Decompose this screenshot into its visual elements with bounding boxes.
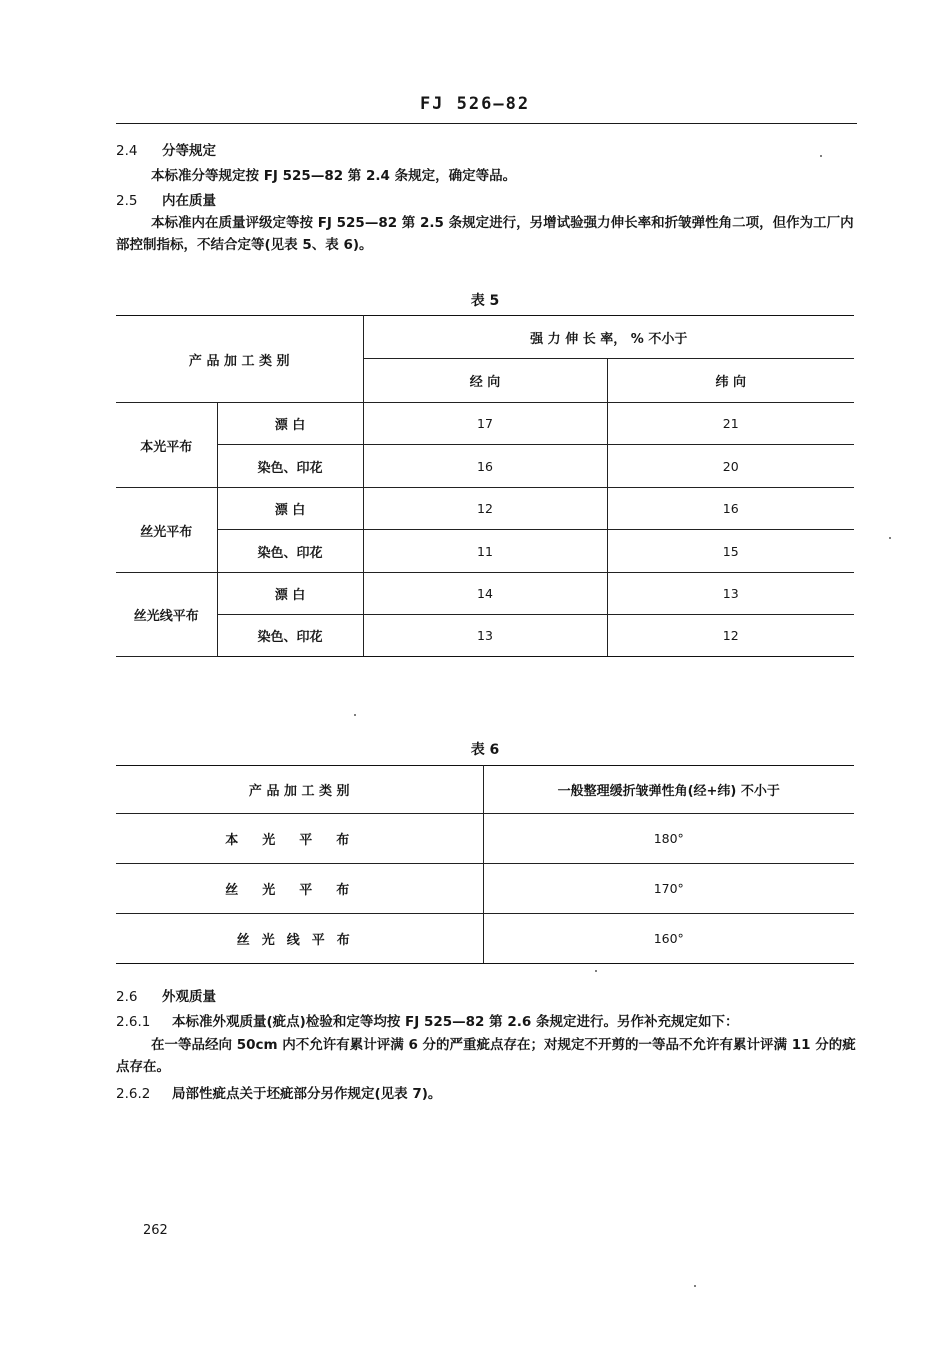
page-number: 262	[143, 1223, 168, 1238]
table-5-weft-cell: 13	[607, 573, 854, 615]
table-5-warp-cell: 16	[363, 445, 607, 488]
table-5	[116, 315, 854, 657]
table-5-weft-cell: 21	[607, 403, 854, 445]
table-5-group-header: 强 力 伸 长 率， % 不小于	[363, 316, 854, 359]
table-6-value-cell: 160°	[483, 914, 854, 964]
table-6-value-cell: 170°	[483, 864, 854, 914]
table-5-warp-cell: 14	[363, 573, 607, 615]
table-5-weft-cell: 20	[607, 445, 854, 488]
table-5-product-cell: 丝光线平布	[116, 573, 217, 657]
table-6-caption: 表 6	[470, 742, 500, 758]
table-5-product-cell: 丝光平布	[116, 488, 217, 573]
table-5-caption: 表 5	[470, 293, 500, 309]
section-2-6-heading	[116, 985, 216, 1005]
table-5-weft-cell: 15	[607, 530, 854, 573]
table-5-warp-header: 经 向	[363, 359, 607, 403]
table-6-product-cell: 丝光平布	[116, 864, 483, 914]
section-number: 2.6.1	[116, 1014, 151, 1030]
table-6-category-header: 产 品 加 工 类 别	[116, 766, 483, 814]
table-6	[116, 765, 854, 964]
section-2-6-2	[116, 1082, 441, 1102]
table-6-value-header: 一般整理缓折皱弹性角(经+纬) 不小于	[483, 766, 854, 814]
section-number: 2.5	[116, 193, 138, 209]
table-6-value-cell: 180°	[483, 814, 854, 864]
scan-speck	[889, 537, 891, 539]
section-title: 分等规定	[162, 143, 216, 159]
table-5-category-header: 产 品 加 工 类 别	[116, 316, 363, 403]
table-5-warp-cell: 11	[363, 530, 607, 573]
table-5-product-cell: 本光平布	[116, 403, 217, 488]
table-6-product-cell: 丝光线平布	[116, 914, 483, 964]
section-number: 2.4	[116, 143, 138, 159]
section-2-6-1-paragraph: 在一等品经向 50cm 内不允许有累计评满 6 分的严重疵点存在；对规定不开剪的一等品不允许有累计评满 11 分的疵点存在。	[116, 1037, 856, 1075]
section-number: 2.6.2	[116, 1086, 151, 1102]
table-6-product-cell: 本光平布	[116, 814, 483, 864]
table-5-process-cell: 漂 白	[217, 488, 363, 530]
table-5-process-cell: 漂 白	[217, 573, 363, 615]
table-5-warp-cell: 12	[363, 488, 607, 530]
standard-code-header: FJ 526—82	[419, 94, 531, 114]
section-2-6-1	[116, 1010, 738, 1030]
section-2-4-heading	[116, 139, 216, 159]
section-title: 内在质量	[162, 193, 216, 209]
scan-speck	[694, 1285, 696, 1287]
section-2-4-body: 本标准分等规定按 FJ 525—82 第 2.4 条规定，确定等品。	[151, 168, 517, 184]
section-title: 外观质量	[162, 989, 216, 1005]
table-5-weft-cell: 16	[607, 488, 854, 530]
table-5-process-cell: 染色、印花	[217, 530, 363, 573]
table-5-warp-cell: 17	[363, 403, 607, 445]
table-5-weft-cell: 12	[607, 615, 854, 657]
section-body: 本标准外观质量(疵点)检验和定等均按 FJ 525—82 第 2.6 条规定进行。另作补充规定如下：	[172, 1014, 739, 1030]
section-2-5-heading	[116, 189, 216, 209]
scan-speck	[820, 155, 822, 157]
scan-speck	[354, 714, 356, 716]
table-5-process-cell: 染色、印花	[217, 615, 363, 657]
section-2-5-body: 本标准内在质量评级定等按 FJ 525—82 第 2.5 条规定进行，另增试验强力伸长率和折皱弹性角二项，但作为工厂内部控制指标，不结合定等(见表 5、表 6)。	[116, 215, 854, 253]
table-5-process-cell: 漂 白	[217, 403, 363, 445]
section-body: 局部性疵点关于坯疵部分另作规定(见表 7)。	[172, 1086, 442, 1102]
scan-speck	[595, 970, 597, 972]
section-number: 2.6	[116, 989, 138, 1005]
table-5-process-cell: 染色、印花	[217, 445, 363, 488]
header-rule	[116, 123, 857, 124]
table-5-warp-cell: 13	[363, 615, 607, 657]
table-5-weft-header: 纬 向	[607, 359, 854, 403]
